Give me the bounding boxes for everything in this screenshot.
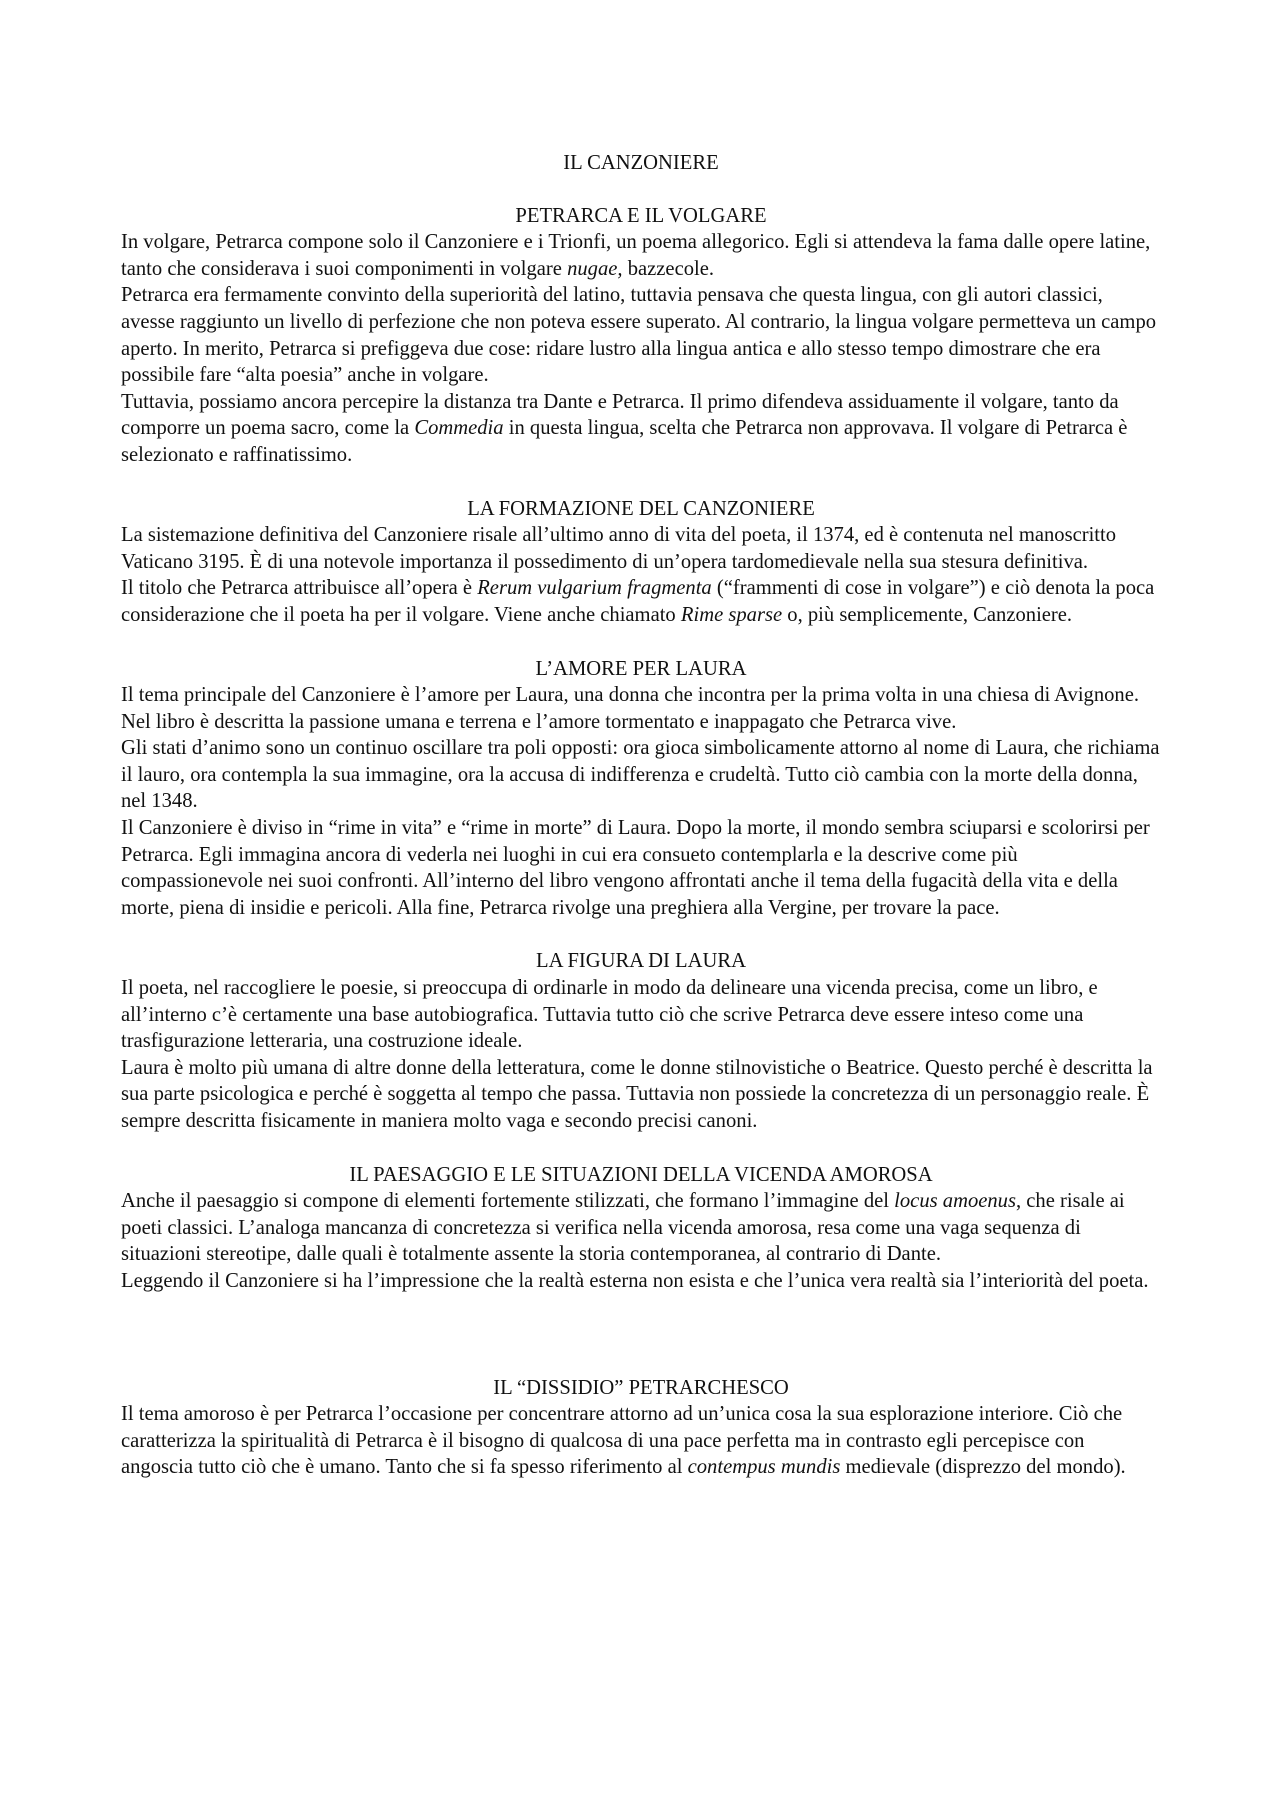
paragraph: Petrarca era fermamente convinto della superiorità del latino, tuttavia pensava che questa lingua, con gli autori classici, avesse raggiunto un livello di perfezione che non poteva essere superato. Al contrario, la lingua volgare permetteva un campo aperto. In merito, Petrarca si prefiggeva due cose: ridare lustro alla lingua antica e allo stesso tempo dimostrare che era possibile fare “alta poesia” anche in volgare. bbox=[121, 284, 1157, 387]
italic-text: Rime sparse bbox=[680, 603, 783, 626]
section-petrarca-e-il-volgare bbox=[121, 203, 1161, 469]
paragraph: La sistemazione definitiva del Canzoniere risale all’ultimo anno di vita del poeta, il 1374, ed è contenuta nel manoscritto Vaticano 3195. È di una notevole importanza il possedimento di un’opera tardomedievale nella sua stesura definitiva. bbox=[121, 524, 1117, 573]
section-heading: LA FORMAZIONE DEL CANZONIERE bbox=[467, 497, 815, 520]
paragraph: Leggendo il Canzoniere si ha l’impressione che la realtà esterna non esista e che l’unica vera realtà sia l’interiorità del poeta. bbox=[121, 1269, 1149, 1292]
section-heading: IL PAESAGGIO E LE SITUAZIONI DELLA VICENDA AMOROSA bbox=[349, 1163, 933, 1186]
section-la-formazione-del-canzoniere bbox=[121, 496, 1161, 629]
section-heading: PETRARCA E IL VOLGARE bbox=[515, 204, 767, 227]
document-title: IL CANZONIERE bbox=[563, 152, 719, 174]
italic-text: nugae, bbox=[567, 257, 623, 280]
paragraph: Gli stati d’animo sono un continuo oscillare tra poli opposti: ora gioca simbolicamente attorno al nome di Laura, che richiama il lauro, ora contempla la sua immagine, ora la accusa di indifferenza e crudeltà. Tutto ciò cambia con la morte della donna, nel 1348. bbox=[121, 737, 1160, 813]
italic-text: Rerum vulgarium fragmenta bbox=[477, 577, 712, 600]
document-body bbox=[121, 150, 1161, 1508]
section-il-dissidio-petrarchesco bbox=[121, 1375, 1161, 1481]
section-la-figura-di-laura bbox=[121, 948, 1161, 1134]
paragraph: Il poeta, nel raccogliere le poesie, si preoccupa di ordinarle in modo da delineare una vicenda precisa, come un libro, e all’interno c’è certamente una base autobiografica. Tuttavia tutto ciò che scrive Petrarca deve essere inteso come una trasfigurazione letteraria, una costruzione ideale. bbox=[121, 977, 1098, 1053]
paragraph: Il tema principale del Canzoniere è l’amore per Laura, una donna che incontra per la prima volta in una chiesa di Avignone. Nel libro è descritta la passione umana e terrena e l’amore tormentato e inappagato che Petrarca vive. bbox=[121, 684, 1140, 733]
section-heading: IL “DISSIDIO” PETRARCHESCO bbox=[493, 1376, 789, 1399]
section-heading: L’AMORE PER LAURA bbox=[535, 657, 747, 680]
italic-text: contempus mundis bbox=[687, 1456, 841, 1479]
paragraph: In volgare, Petrarca compone solo il Canzoniere e i Trionfi, un poema allegorico. Egli si attendeva la fama dalle opere latine, tanto che considerava i suoi componimenti in volgare nugae, bazzecole. bbox=[121, 231, 1151, 280]
section-heading: LA FIGURA DI LAURA bbox=[536, 950, 746, 973]
paragraph: Il Canzoniere è diviso in “rime in vita” e “rime in morte” di Laura. Dopo la morte, il mondo sembra sciuparsi e scolorirsi per Petrarca. Egli immagina ancora di vederla nei luoghi in cui era consueto contemplarla e la descrive come più compassionevole nei suoi confronti. All’interno del libro vengono affrontati anche il tema della fugacità della vita e della morte, piena di insidie e pericoli. Alla fine, Petrarca rivolge una preghiera alla Vergine, per trovare la pace. bbox=[121, 817, 1150, 919]
paragraph: Il tema amoroso è per Petrarca l’occasione per concentrare attorno ad un’unica cosa la sua esplorazione interiore. Ciò che caratterizza la spiritualità di Petrarca è il bisogno di qualcosa di una pace perfetta ma in contrasto egli percepisce con angoscia tutto ciò che è umano. Tanto che si fa spesso riferimento al contempus mundis medievale (disprezzo del mondo). bbox=[121, 1403, 1126, 1479]
paragraph: Laura è molto più umana di altre donne della letteratura, come le donne stilnovistiche o Beatrice. Questo perché è descritta la sua parte psicologica e perché è soggetta al tempo che passa. Tuttavia non possiede la concretezza di un personaggio reale. È sempre descritta fisicamente in maniera molto vaga e secondo precisi canoni. bbox=[121, 1056, 1153, 1132]
section-il-paesaggio bbox=[121, 1162, 1161, 1295]
paragraph: Tuttavia, possiamo ancora percepire la distanza tra Dante e Petrarca. Il primo difendeva assiduamente il volgare, tanto da comporre un poema sacro, come la Commedia in questa lingua, scelta che Petrarca non approvava. Il volgare di Petrarca è selezionato e raffinatissimo. bbox=[121, 390, 1128, 466]
italic-text: Commedia bbox=[414, 417, 504, 440]
section-l-amore-per-laura bbox=[121, 656, 1161, 922]
paragraph: Il titolo che Petrarca attribuisce all’opera è Rerum vulgarium fragmenta (“frammenti di cose in volgare”) e ciò denota la poca considerazione che il poeta ha per il volgare. Viene anche chiamato Rime sparse o, più semplicemente, Canzoniere. bbox=[121, 577, 1155, 626]
italic-text: locus amoenus bbox=[894, 1190, 1016, 1213]
paragraph: Anche il paesaggio si compone di elementi fortemente stilizzati, che formano l’immagine del locus amoenus, che risale ai poeti classici. L’analoga mancanza di concretezza si verifica nella vicenda amorosa, resa come una vaga sequenza di situazioni stereotipe, dalle quali è totalmente assente la storia contemporanea, al contrario di Dante. bbox=[121, 1190, 1125, 1266]
